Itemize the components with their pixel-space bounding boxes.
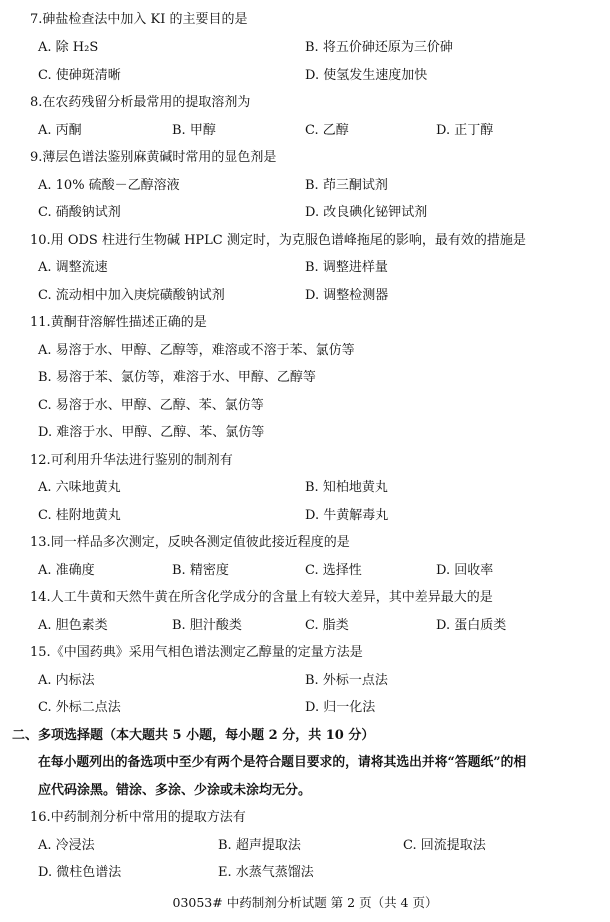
option-12b: B. 知柏地黄丸 [305,480,388,495]
question-16 [30,811,246,824]
option-13b: B. 精密度 [172,563,229,578]
option-12c: C. 桂附地黄丸 [38,508,121,523]
question-11 [30,316,207,329]
option-9d: D. 改良碘化铋钾试剂 [305,205,428,220]
question-text: 黄酮苷溶解性描述正确的是 [50,315,207,330]
option-14b: B. 胆汁酸类 [172,618,242,633]
option-13a: A. 准确度 [38,563,95,578]
question-text: 人工牛黄和天然牛黄在所含化学成分的含量上有较大差异，其中差异最大的是 [50,590,493,605]
question-number: 12. [30,453,51,468]
option-14a: A. 胆色素类 [38,618,108,633]
option-14d: D. 蛋白质类 [436,618,507,633]
question-7 [30,13,248,26]
option-10c: C. 流动相中加入庚烷磺酸钠试剂 [38,288,225,303]
option-15b: B. 外标一点法 [305,673,388,688]
question-14 [30,591,493,604]
option-7d: D. 使氢发生速度加快 [305,68,428,83]
question-number: 8. [30,95,43,110]
option-9b: B. 茚三酮试剂 [305,178,388,193]
question-text: 《中国药典》采用气相色谱法测定乙醇量的定量方法是 [50,645,363,660]
option-11b: B. 易溶于苯、氯仿等，难溶于水、甲醇、乙醇等 [38,370,316,385]
question-text: 可利用升华法进行鉴别的制剂有 [50,453,233,468]
option-9c: C. 硝酸钠试剂 [38,205,121,220]
option-11d: D. 难溶于水、甲醇、乙醇、苯、氯仿等 [38,425,265,440]
option-16e: E. 水蒸气蒸馏法 [218,865,314,880]
option-10a: A. 调整流速 [38,260,108,275]
option-8c: C. 乙醇 [305,123,349,138]
option-7b: B. 将五价砷还原为三价砷 [305,40,453,55]
page-footer: 03053# 中药制剂分析试题 第 2 页（共 4 页） [172,895,438,910]
question-15 [30,646,363,659]
option-14c: C. 脂类 [305,618,349,633]
option-12d: D. 牛黄解毒丸 [305,508,389,523]
option-7a: A. 除 H₂S [38,40,99,55]
question-number: 13. [30,535,51,550]
option-15d: D. 归一化法 [305,700,376,715]
option-16a: A. 冷浸法 [38,838,95,853]
question-text: 用 ODS 柱进行生物碱 HPLC 测定时，为克服色谱峰拖尾的影响，最有效的措施是 [50,233,526,248]
question-text: 薄层色谱法鉴别麻黄碱时常用的显色剂是 [42,150,277,165]
option-10b: B. 调整进样量 [305,260,388,275]
option-8a: A. 丙酮 [38,123,82,138]
option-8b: B. 甲醇 [172,123,216,138]
option-7c: C. 使砷斑清晰 [38,68,121,83]
question-number: 14. [30,590,51,605]
question-number: 9. [30,150,43,165]
question-12 [30,454,233,467]
option-9a: A. 10% 硫酸－乙醇溶液 [38,178,180,193]
question-number: 16. [30,810,51,825]
question-text: 在农药残留分析最常用的提取溶剂为 [42,95,251,110]
option-15c: C. 外标二点法 [38,700,121,715]
option-12a: A. 六味地黄丸 [38,480,121,495]
question-text: 砷盐检查法中加入 KI 的主要目的是 [42,12,248,27]
question-number: 11. [30,315,51,330]
section-title: 二、多项选择题（本大题共 5 小题，每小题 2 分，共 10 分） [12,728,375,743]
option-16c: C. 回流提取法 [403,838,486,853]
question-10 [30,234,526,247]
option-8d: D. 正丁醇 [436,123,494,138]
option-13c: C. 选择性 [305,563,362,578]
question-number: 10. [30,233,51,248]
question-13 [30,536,350,549]
option-16b: B. 超声提取法 [218,838,301,853]
question-9 [30,151,276,164]
question-text: 同一样品多次测定，反映各测定值彼此接近程度的是 [50,535,350,550]
section-instruction-line-2: 应代码涂黑。错涂、多涂、少涂或未涂均无分。 [38,783,312,798]
option-10d: D. 调整检测器 [305,288,389,303]
option-15a: A. 内标法 [38,673,95,688]
question-8 [30,96,250,109]
option-16d: D. 微柱色谱法 [38,865,122,880]
question-number: 7. [30,12,43,27]
option-11c: C. 易溶于水、甲醇、乙醇、苯、氯仿等 [38,398,264,413]
question-number: 15. [30,645,51,660]
option-11a: A. 易溶于水、甲醇、乙醇等，难溶或不溶于苯、氯仿等 [38,343,355,358]
section-instruction-line-1: 在每小题列出的备选项中至少有两个是符合题目要求的，请将其选出并将“答题纸”的相 [38,755,527,770]
question-text: 中药制剂分析中常用的提取方法有 [50,810,246,825]
option-13d: D. 回收率 [436,563,494,578]
